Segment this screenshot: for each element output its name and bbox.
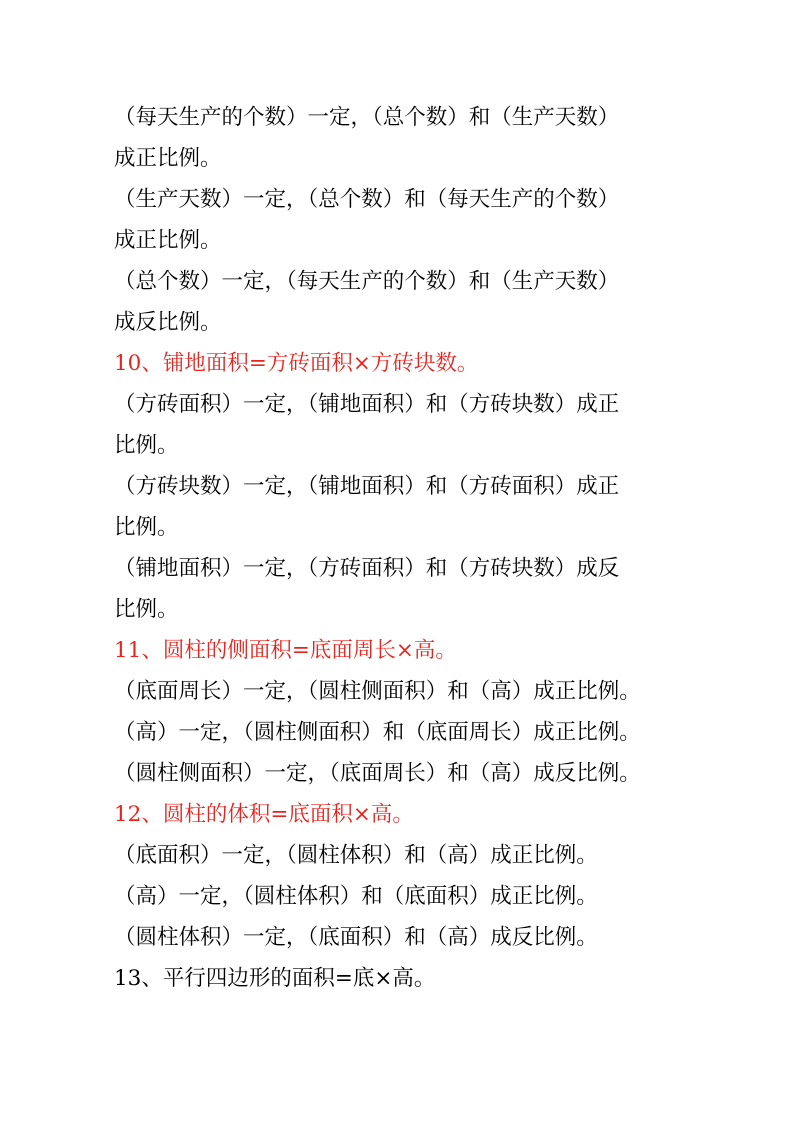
text-line: （每天生产的个数）一定，（总个数）和（生产天数）: [114, 105, 620, 130]
text-line: 成反比例。: [114, 310, 222, 335]
section-heading-11: 11、圆柱的侧面积=底面周长×高。: [114, 638, 457, 663]
text-line: （高）一定，（圆柱侧面积）和（底面周长）成正比例。: [114, 720, 641, 745]
text-line: （高）一定，（圆柱体积）和（底面积）成正比例。: [114, 884, 598, 909]
text-line: 比例。: [114, 515, 179, 540]
section-heading-13: 13、平行四边形的面积=底×高。: [114, 966, 436, 991]
text-line: （方砖块数）一定，（铺地面积）和（方砖面积）成正: [114, 474, 620, 499]
text-line: （圆柱体积）一定，（底面积）和（高）成反比例。: [114, 925, 598, 950]
section-heading-10: 10、铺地面积=方砖面积×方砖块数。: [114, 351, 479, 376]
text-line: （铺地面积）一定，（方砖面积）和（方砖块数）成反: [114, 556, 620, 581]
section-heading-12: 12、圆柱的体积=底面积×高。: [114, 802, 414, 827]
text-line: （总个数）一定，（每天生产的个数）和（生产天数）: [114, 269, 620, 294]
text-line: 成正比例。: [114, 228, 222, 253]
text-line: （方砖面积）一定，（铺地面积）和（方砖块数）成正: [114, 392, 620, 417]
text-line: 成正比例。: [114, 146, 222, 171]
text-line: （底面周长）一定，（圆柱侧面积）和（高）成正比例。: [114, 679, 641, 704]
document-page: [114, 97, 689, 999]
text-line: （生产天数）一定，（总个数）和（每天生产的个数）: [114, 187, 620, 212]
text-line: （底面积）一定，（圆柱体积）和（高）成正比例。: [114, 843, 598, 868]
text-line: 比例。: [114, 597, 179, 622]
text-line: （圆柱侧面积）一定，（底面周长）和（高）成反比例。: [114, 761, 641, 786]
text-line: 比例。: [114, 433, 179, 458]
